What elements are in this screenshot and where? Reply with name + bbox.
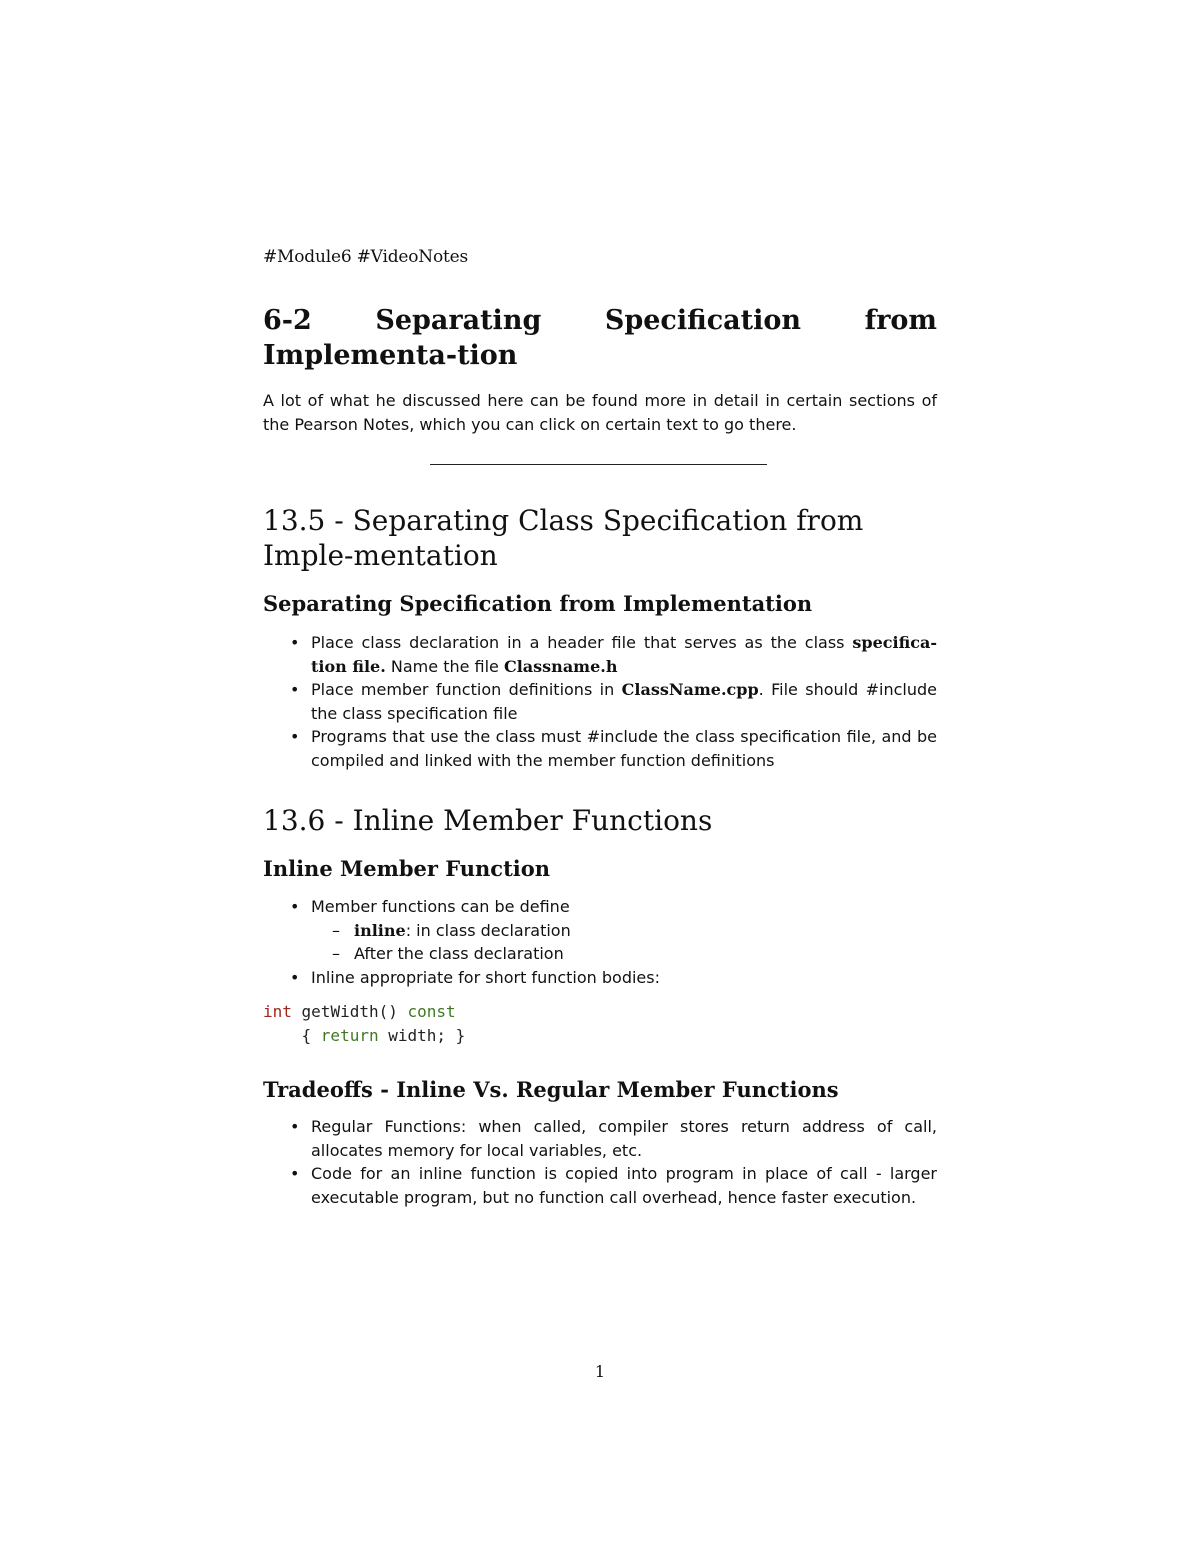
list-item-text: Programs that use the class must #include the class specification file, and be compiled and linked with the member function definitions bbox=[311, 727, 937, 770]
list-item-text: Place class declaration in a header file that serves as the class bbox=[311, 633, 853, 652]
section-6-2-title: 6-2 Separating Specification from Implementa-tion bbox=[263, 305, 937, 371]
section-13-5-title: 13.5 - Separating Class Specification from Imple-mentation bbox=[263, 504, 864, 572]
list-item bbox=[263, 678, 937, 725]
list-item bbox=[263, 1115, 937, 1162]
list-item-text: Inline appropriate for short function bodies: bbox=[311, 967, 660, 987]
list-item bbox=[263, 631, 937, 678]
sub-list bbox=[311, 919, 937, 966]
list-item-bold: ClassName.cpp bbox=[621, 680, 759, 699]
code-text: getWidth() bbox=[291, 1002, 408, 1021]
list-item-bold: specifica-tion file. bbox=[311, 633, 937, 676]
horizontal-rule bbox=[430, 464, 767, 465]
sub-list-item bbox=[311, 919, 937, 943]
section-13-5-bullet-list bbox=[263, 631, 937, 772]
code-keyword: const bbox=[407, 1002, 456, 1021]
list-item-text: Place member function definitions in bbox=[311, 680, 622, 699]
tradeoffs-bullet-list bbox=[263, 1115, 937, 1209]
section-13-6-title: 13.6 - Inline Member Functions bbox=[263, 804, 713, 837]
code-keyword: return bbox=[320, 1026, 379, 1045]
list-item-text: Name the file bbox=[385, 656, 504, 676]
document-page bbox=[263, 0, 937, 1553]
code-type-keyword: int bbox=[263, 1002, 292, 1021]
bullet-icon: • bbox=[290, 633, 300, 652]
sub-list-item-text: : in class declaration bbox=[405, 920, 571, 940]
code-block bbox=[263, 1000, 465, 1048]
bullet-icon: • bbox=[290, 680, 300, 699]
list-item-text: . File should #include the class specification file bbox=[311, 680, 938, 723]
list-item bbox=[263, 1162, 937, 1209]
dash-icon: – bbox=[332, 920, 340, 940]
list-item bbox=[263, 895, 937, 966]
list-item-text: Regular Functions: when called, compiler stores return address of call, allocates memory for local variables, etc. bbox=[311, 1117, 937, 1160]
list-item-text: Code for an inline function is copied into program in place of call - larger executable program, but no function call overhead, hence faster execution. bbox=[311, 1164, 937, 1207]
bullet-icon: • bbox=[290, 727, 300, 746]
section-13-6-bullet-list bbox=[263, 895, 937, 989]
page-number: 1 bbox=[594, 1362, 606, 1381]
bullet-icon: • bbox=[290, 897, 300, 916]
list-item-text: Member functions can be define bbox=[311, 897, 570, 916]
list-item-bold: Classname.h bbox=[503, 656, 618, 676]
sub-list-item-bold: inline bbox=[354, 920, 406, 940]
sub-list-item-text: After the class declaration bbox=[354, 944, 564, 963]
inline-member-function-subheading: Inline Member Function bbox=[263, 856, 551, 881]
code-text: width; } bbox=[378, 1026, 466, 1045]
code-text: { bbox=[263, 1026, 321, 1045]
list-item bbox=[263, 725, 937, 772]
bullet-icon: • bbox=[290, 1117, 300, 1136]
separating-spec-subheading: Separating Specification from Implementation bbox=[263, 591, 813, 616]
bullet-icon: • bbox=[290, 1164, 300, 1183]
tags-line: #Module6 #VideoNotes bbox=[263, 247, 468, 267]
list-item bbox=[263, 966, 937, 990]
dash-icon: – bbox=[332, 944, 340, 963]
bullet-icon: • bbox=[290, 967, 300, 987]
sub-list-item bbox=[311, 942, 937, 966]
tradeoffs-subheading: Tradeoffs - Inline Vs. Regular Member Functions bbox=[263, 1077, 839, 1102]
intro-paragraph: A lot of what he discussed here can be found more in detail in certain sections of the Pearson Notes, which you can click on certain text to go there. bbox=[263, 391, 937, 434]
